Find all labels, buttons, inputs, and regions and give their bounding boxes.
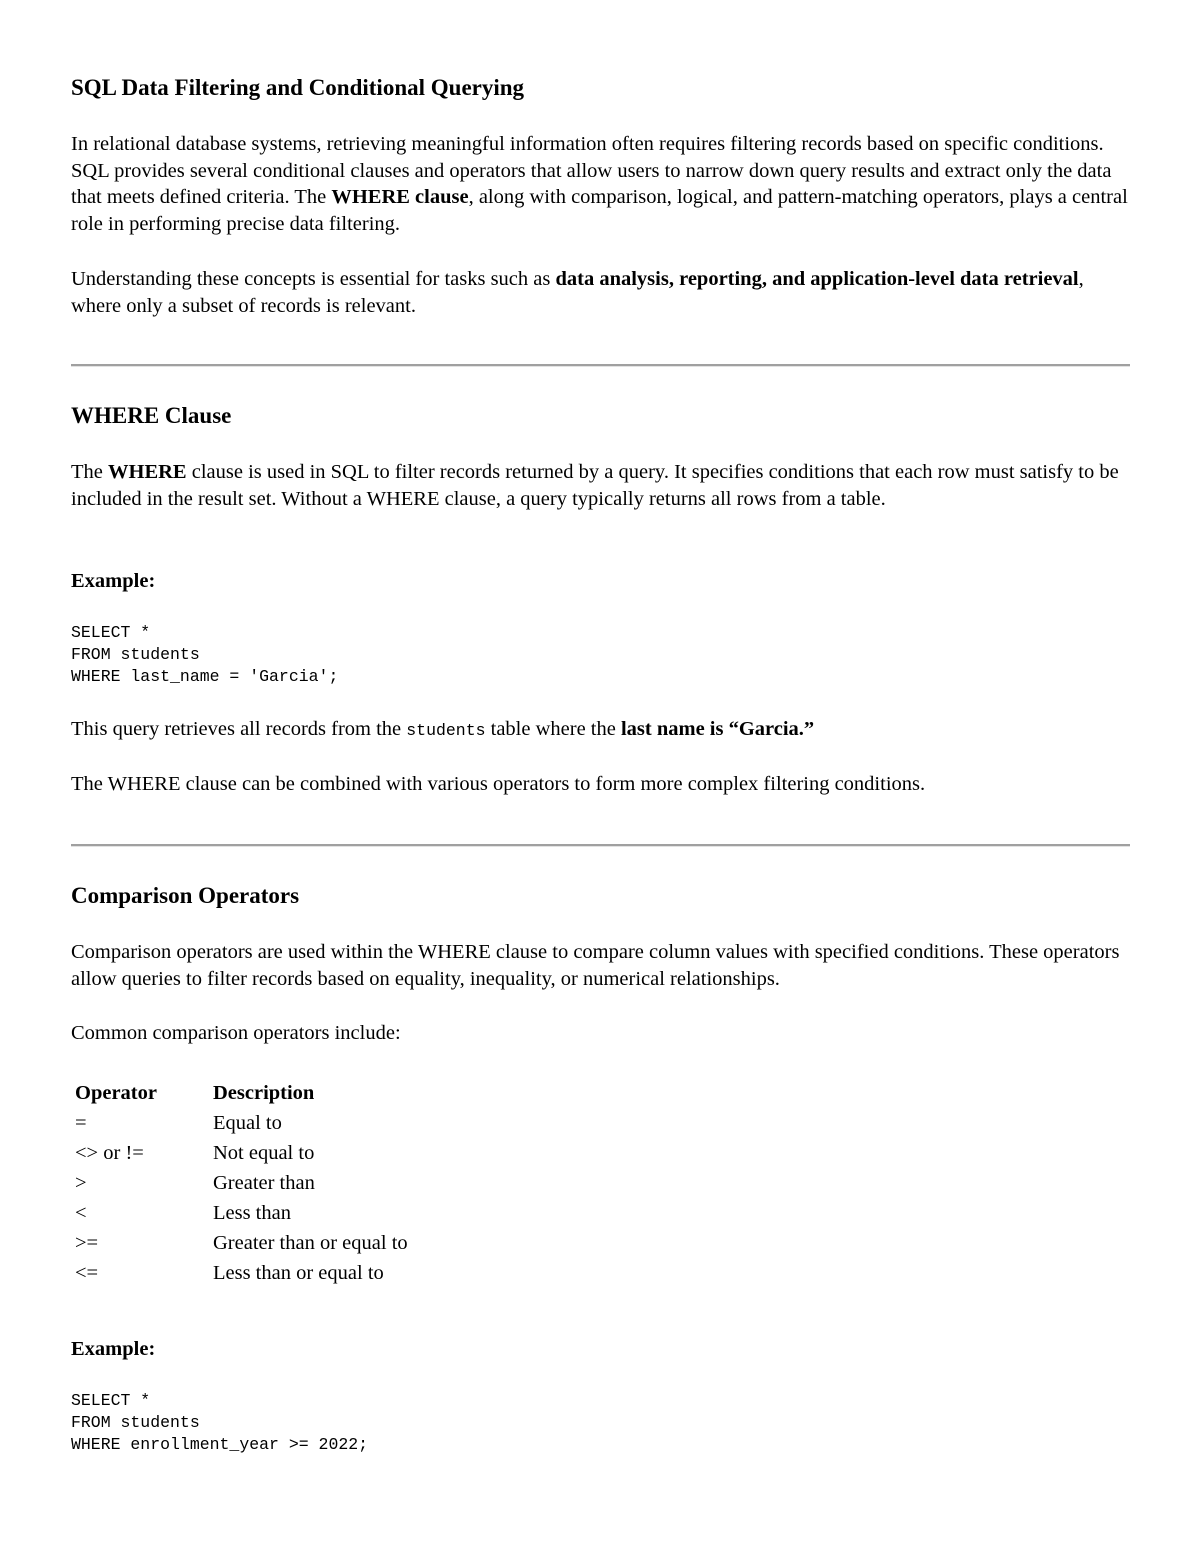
example-label-where: Example: — [71, 570, 156, 592]
description-cell: Greater than or equal to — [212, 1231, 408, 1254]
where-paragraph-3: The WHERE clause can be combined with various operators to form more complex filtering conditions. — [71, 773, 926, 795]
intro-text-cont: , along with comparison, logical, and pattern-matching operators, plays a central role in performing precise data filtering. — [71, 186, 1128, 236]
code-block-comparison: SELECT * FROM students WHERE enrollment_year >= 2022; — [71, 1391, 369, 1454]
operator-cell: = — [75, 1111, 87, 1134]
comparison-paragraph-2: Common comparison operators include: — [71, 1022, 401, 1044]
table-row — [75, 1230, 411, 1256]
operators-table — [71, 1076, 415, 1290]
column-header-description: Description — [212, 1081, 315, 1104]
intro-p2-text: Understanding these concepts is essential for tasks such as — [71, 268, 556, 290]
example-label-comparison: Example: — [71, 1338, 156, 1360]
intro-text: In relational database systems, retrieving meaningful information often requires filtering records based on specific conditions. SQL provides several conditional clauses and operators that allow users to narrow down query results and extract only the data that meets defined criteria. The — [71, 133, 1112, 209]
section-heading-comparison: Comparison Operators — [71, 883, 300, 908]
intro-bold-term: WHERE clause — [331, 186, 469, 209]
where-p2-bold: last name is “Garcia.” — [620, 718, 815, 740]
description-cell: Less than — [212, 1201, 291, 1224]
table-row — [75, 1110, 411, 1136]
where-bold-term: WHERE — [108, 461, 187, 483]
description-cell: Not equal to — [212, 1141, 315, 1164]
intro-paragraph-1 — [71, 131, 1131, 238]
intro-p2-text-cont: , where only a subset of records is relevant. — [71, 268, 1084, 317]
inline-code-students: students — [406, 721, 486, 740]
where-text: The — [71, 461, 108, 483]
where-p2-text: This query retrieves all records from the — [71, 718, 407, 740]
description-cell: Greater than — [212, 1171, 315, 1194]
page-title: SQL Data Filtering and Conditional Querying — [71, 75, 525, 100]
table-row — [75, 1170, 411, 1196]
comparison-paragraph-1: Comparison operators are used within the WHERE clause to compare column values with specified conditions. These operators allow queries to filter records based on equality, inequality, or numerical relationships. — [71, 941, 1120, 990]
operator-cell: < — [75, 1201, 87, 1224]
where-paragraph-2 — [71, 716, 1131, 745]
operator-cell: <> or != — [75, 1141, 144, 1164]
table-row — [75, 1140, 411, 1166]
section-divider — [71, 364, 1130, 367]
description-cell: Equal to — [212, 1111, 282, 1134]
operator-cell: > — [75, 1171, 87, 1194]
code-block-where: SELECT * FROM students WHERE last_name = 'Garcia'; — [71, 623, 339, 686]
where-p2-text-cont: table where the — [485, 718, 621, 740]
table-row — [75, 1260, 411, 1286]
intro-p2-bold: data analysis, reporting, and application-level data retrieval — [555, 268, 1079, 290]
section-heading-where: WHERE Clause — [71, 403, 232, 428]
section-divider — [71, 844, 1130, 847]
intro-paragraph-2 — [71, 266, 1131, 319]
operator-cell: <= — [75, 1261, 99, 1284]
where-paragraph-1 — [71, 459, 1131, 512]
operator-cell: >= — [75, 1231, 99, 1254]
table-header-row — [75, 1080, 411, 1106]
where-text-cont: clause is used in SQL to filter records returned by a query. It specifies conditions that each row must satisfy to be included in the result set. Without a WHERE clause, a query typically returns all rows from a table. — [71, 461, 1119, 510]
table-row — [75, 1200, 411, 1226]
description-cell: Less than or equal to — [212, 1261, 384, 1284]
column-header-operator: Operator — [75, 1081, 157, 1104]
